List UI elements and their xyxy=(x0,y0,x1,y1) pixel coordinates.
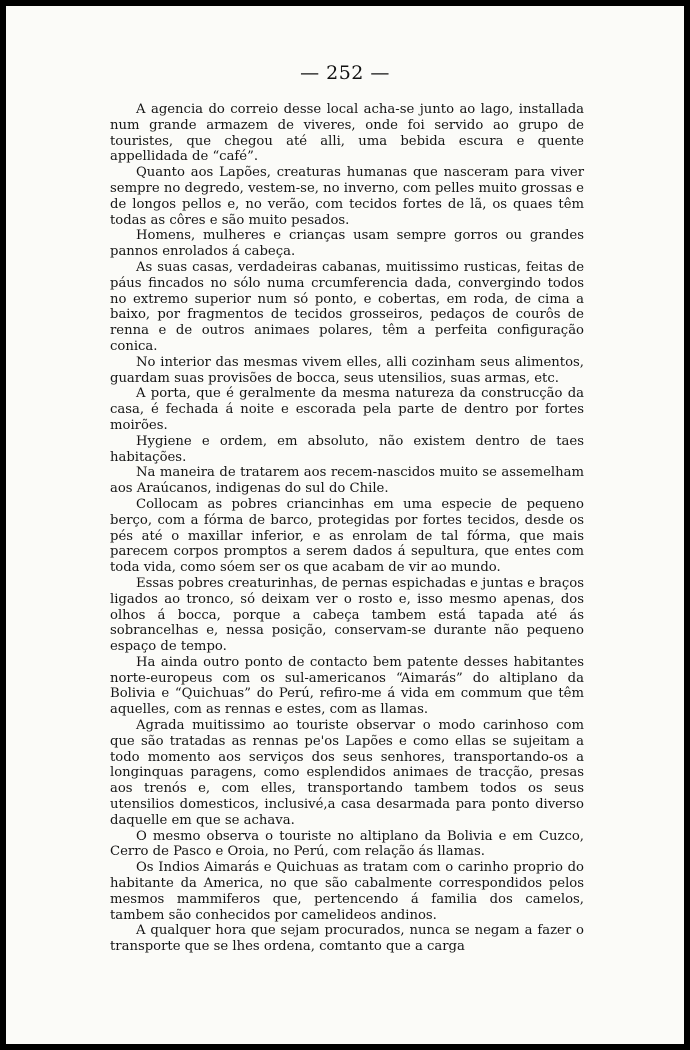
paragraph: Na maneira de tratarem aos recem-nascidos muito se assemelham aos Araúcanos, indigenas do sul do Chile. xyxy=(110,465,584,497)
paragraph: A qualquer hora que sejam procurados, nunca se negam a fazer o transporte que se lhes ordena, comtanto que a carga xyxy=(110,923,584,955)
paragraph: Quanto aos Lapões, creaturas humanas que nasceram para viver sempre no degredo, vestem-se, no inverno, com pelles muito grossas e de longos pellos e, no verão, com tecidos fortes de lã, os quaes têm todas as côres e são muito pesados. xyxy=(110,165,584,228)
paragraph: Agrada muitissimo ao touriste observar o modo carinhoso com que são tratadas as rennas pe'os Lapões e como ellas se sujeitam a todo momento aos serviços dos seus senhores, transportando-os a longinquas paragens, como esplendidos animaes de tracção, presas aos trenós e, com elles, transportando tambem todos os seus utensilios domesticos, inclusivé,a casa desarmada para ponto diverso daquelle em que se achava. xyxy=(110,718,584,828)
paragraph: Homens, mulheres e crianças usam sempre gorros ou grandes pannos enrolados á cabeça. xyxy=(110,228,584,260)
body-text xyxy=(110,102,584,955)
paragraph: A porta, que é geralmente da mesma natureza da construcção da casa, é fechada á noite e escorada pela parte de dentro por fortes moirões. xyxy=(110,386,584,433)
paragraph: No interior das mesmas vivem elles, alli cozinham seus alimentos, guardam suas provisões de bocca, seus utensilios, suas armas, etc. xyxy=(110,354,584,386)
paragraph: Collocam as pobres criancinhas em uma especie de pequeno berço, com a fórma de barco, protegidas por fortes tecidos, desde os pés até o maxillar inferior, e as enrolam de tal fórma, que mais parecem corpos promptos a serem dados á sepultura, que entes com toda vida, como sóem ser os que acabam de vir ao mundo. xyxy=(110,496,584,576)
paragraph: As suas casas, verdadeiras cabanas, muitissimo rusticas, feitas de páus fincados no sólo numa crcumferencia dada, convergindo todos no extremo superior num só ponto, e cobertas, em roda, de cima a baixo, por fragmentos de tecidos grosseiros, pedaços de courôs de renna e de outros animaes polares, têm a perfeita configuração conica. xyxy=(110,259,584,354)
page-number: — 252 — xyxy=(300,62,390,84)
scanned-page xyxy=(6,6,684,1044)
paragraph: Ha ainda outro ponto de contacto bem patente desses habitantes norte-europeus com os sul-americanos “Aimarás” do altiplano da Bolivia e “Quichuas” do Perú, refiro-me á vida em commum que têm aquelles, com as rennas e estes, com as llamas. xyxy=(110,654,584,718)
paragraph: Essas pobres creaturinhas, de pernas espichadas e juntas e braços ligados ao tronco, só deixam ver o rosto e, isso mesmo apenas, dos olhos á bocca, porque a cabeça tambem está tapada até ás sobrancelhas e, nessa posição, conservam-se durante não pequeno espaço de tempo. xyxy=(110,575,584,655)
paragraph: Os Indios Aimarás e Quichuas as tratam com o carinho proprio do habitante da America, no que são cabalmente correspondidos pelos mesmos mammiferos que, pertencendo á familia dos camelos, tambem são conhecidos por camelideos andinos. xyxy=(110,860,584,923)
paragraph: A agencia do correio desse local acha-se junto ao lago, installada num grande armazem de viveres, onde foi servido ao grupo de touristes, que chegou até alli, uma bebida escura e quente appellidada de “café”. xyxy=(110,102,584,165)
paragraph: Hygiene e ordem, em absoluto, não existem dentro de taes habitações. xyxy=(110,433,584,465)
paragraph: O mesmo observa o touriste no altiplano da Bolivia e em Cuzco, Cerro de Pasco e Oroia, no Perú, com relação ás llamas. xyxy=(110,828,584,860)
